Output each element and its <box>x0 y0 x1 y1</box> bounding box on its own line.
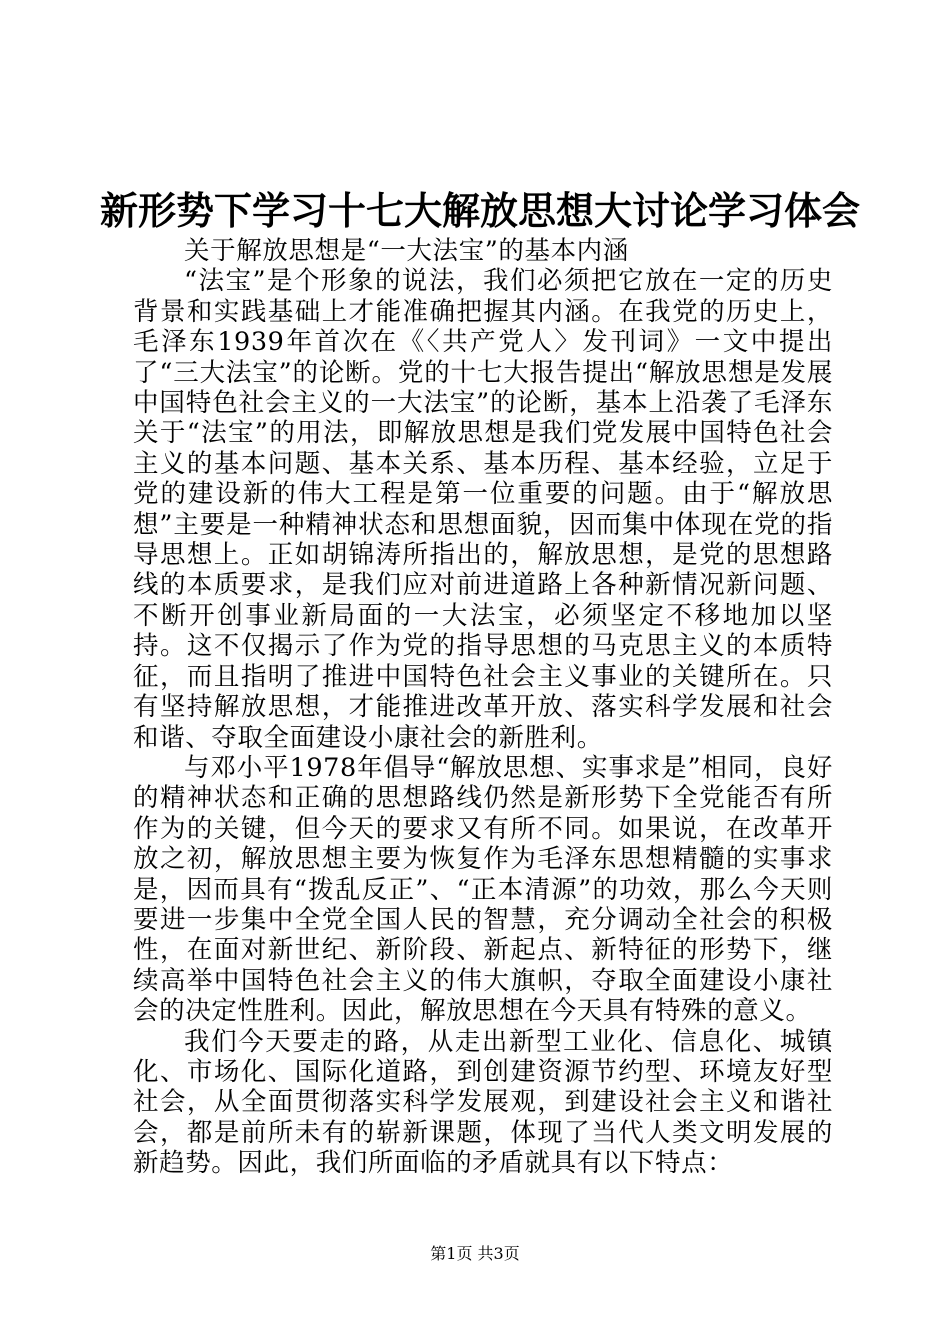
paragraph: 与邓小平1978年倡导“解放思想、实事求是”相同，良好的精神状态和正确的思想路线仍然是新形势下全党能否有所作为的关键，但今天的要求又有所不同。如果说，在改革开放之初，解放思想主要为恢复作为毛泽东思想精髓的实事求是，因而具有“拨乱反正”、“正本清源”的功效，那么今天则要进一步集中全党全国人民的智慧，充分调动全社会的积极性，在面对新世纪、新阶段、新起点、新特征的形势下，继续高举中国特色社会主义的伟大旗帜，夺取全面建设小康社会的决定性胜利。因此，解放思想在今天具有特殊的意义。 <box>133 752 833 1027</box>
paragraph: 我们今天要走的路，从走出新型工业化、信息化、城镇化、市场化、国际化道路，到创建资源节约型、环境友好型社会，从全面贯彻落实科学发展观，到建设社会主义和谐社会，都是前所未有的崭新课题，体现了当代人类文明发展的新趋势。因此，我们所面临的矛盾就具有以下特点： <box>133 1026 833 1179</box>
document-body <box>133 236 833 1179</box>
page-footer: 第1页 共3页 <box>430 1244 520 1263</box>
document-title: 新形势下学习十七大解放思想大讨论学习体会 <box>100 188 861 233</box>
paragraph-subheading: 关于解放思想是“一大法宝”的基本内涵 <box>184 236 629 266</box>
paragraph: “法宝”是个形象的说法，我们必须把它放在一定的历史背景和实践基础上才能准确把握其内涵。在我党的历史上，毛泽东1939年首次在《〈共产党人〉发刊词》一文中提出了“三大法宝”的论断。党的十七大报告提出“解放思想是发展中国特色社会主义的一大法宝”的论断，基本上沿袭了毛泽东关于“法宝”的用法，即解放思想是我们党发展中国特色社会主义的基本问题、基本关系、基本历程、基本经验，立足于党的建设新的伟大工程是第一位重要的问题。由于“解放思想”主要是一种精神状态和思想面貌，因而集中体现在党的指导思想上。正如胡锦涛所指出的，解放思想，是党的思想路线的本质要求，是我们应对前进道路上各种新情况新问题、不断开创事业新局面的一大法宝，必须坚定不移地加以坚持。这不仅揭示了作为党的指导思想的马克思主义的本质特征，而且指明了推进中国特色社会主义事业的关键所在。只有坚持解放思想，才能推进改革开放、落实科学发展和社会和谐、夺取全面建设小康社会的新胜利。 <box>133 266 833 753</box>
